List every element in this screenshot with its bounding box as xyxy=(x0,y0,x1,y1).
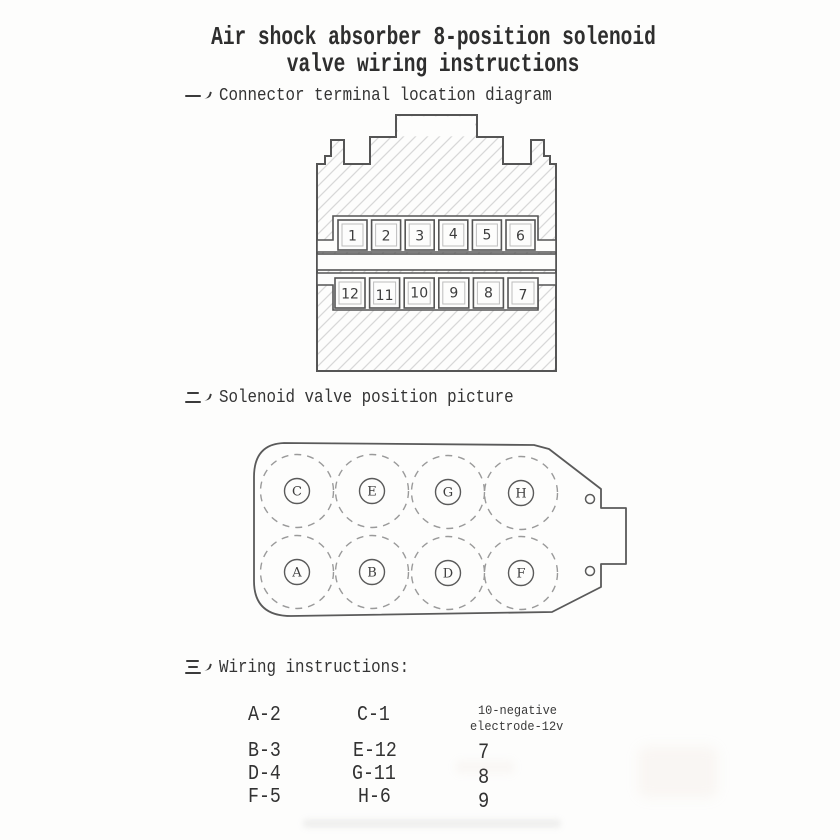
terminal-cavity xyxy=(370,278,400,308)
terminal-number: 11 xyxy=(375,288,394,304)
section-one-heading: Connector terminal location diagram xyxy=(219,86,552,106)
wiring-terminal: 8 xyxy=(478,765,490,790)
solenoid-valve-diagram xyxy=(245,432,637,627)
center-channel xyxy=(317,254,556,270)
cjk-one-marker-icon xyxy=(185,87,201,103)
terminal-number: 1 xyxy=(348,228,357,245)
terminal-cavity xyxy=(506,220,535,250)
terminal-number: 10 xyxy=(410,285,429,302)
wiring-pair: A-2 xyxy=(248,704,281,727)
valve-letter: H xyxy=(515,486,527,502)
section-three-heading-row xyxy=(185,658,435,678)
valve-letter: G xyxy=(442,485,454,501)
wiring-pair: F-5 xyxy=(248,786,281,809)
terminal-number: 6 xyxy=(516,228,525,245)
terminal-cavity xyxy=(372,220,401,250)
terminal-number: 9 xyxy=(449,285,459,302)
document-title xyxy=(0,24,840,78)
terminal-cavity xyxy=(473,278,503,308)
valve-letter: D xyxy=(442,566,454,582)
terminal-cavity xyxy=(405,220,434,250)
connector-terminal-diagram xyxy=(312,110,562,376)
terminal-cavity xyxy=(335,278,365,308)
terminal-cavity xyxy=(439,220,468,250)
terminal-number: 7 xyxy=(518,287,528,304)
terminal-number: 12 xyxy=(341,286,359,303)
valve-body-outline xyxy=(254,443,626,616)
terminal-cavity xyxy=(404,278,434,308)
terminal-number: 4 xyxy=(448,226,458,243)
wiring-pair: B-3 xyxy=(248,740,281,763)
wiring-terminal: 9 xyxy=(478,789,490,814)
wiring-pair: H-6 xyxy=(358,786,391,809)
wiring-pair: G-11 xyxy=(352,763,396,786)
title-line2: valve wiring instructions xyxy=(286,49,580,79)
terminal-number: 5 xyxy=(482,227,492,244)
wiring-terminal: 7 xyxy=(478,740,490,765)
scan-artifact xyxy=(638,746,718,798)
enumeration-comma-icon xyxy=(203,392,212,402)
enumeration-comma-icon xyxy=(203,90,212,100)
cjk-three-marker-icon xyxy=(185,659,201,675)
section-three-heading: Wiring instructions: xyxy=(219,658,410,678)
section-two-heading-row xyxy=(185,388,554,408)
valve-letter: F xyxy=(516,566,526,582)
connector-top-tab xyxy=(398,116,476,136)
terminal-cavity xyxy=(508,278,538,308)
terminal-cavity xyxy=(472,220,501,250)
enumeration-comma-icon xyxy=(203,662,212,672)
wiring-pair: E-12 xyxy=(353,740,397,763)
wiring-pair: C-1 xyxy=(357,704,390,727)
terminal-cavity xyxy=(338,220,367,250)
negative-electrode-note-line1: 10-negative xyxy=(478,703,557,718)
terminal-number: 8 xyxy=(483,285,493,302)
terminal-cavity xyxy=(439,278,469,308)
negative-electrode-note-line2: electrode-12v xyxy=(470,719,564,734)
scan-artifact xyxy=(303,819,561,828)
valve-letter: C xyxy=(292,484,302,500)
section-one-heading-row xyxy=(185,86,597,106)
cjk-two-marker-icon xyxy=(185,389,201,405)
section-two-heading: Solenoid valve position picture xyxy=(219,388,514,408)
terminal-number: 3 xyxy=(415,228,425,245)
valve-letter: A xyxy=(292,565,302,581)
wiring-pair: D-4 xyxy=(248,763,281,786)
valve-letter: B xyxy=(367,565,377,581)
terminal-number: 2 xyxy=(381,228,391,245)
valve-letter: E xyxy=(367,484,377,500)
title-line1: Air shock absorber 8-position solenoid xyxy=(210,22,656,52)
